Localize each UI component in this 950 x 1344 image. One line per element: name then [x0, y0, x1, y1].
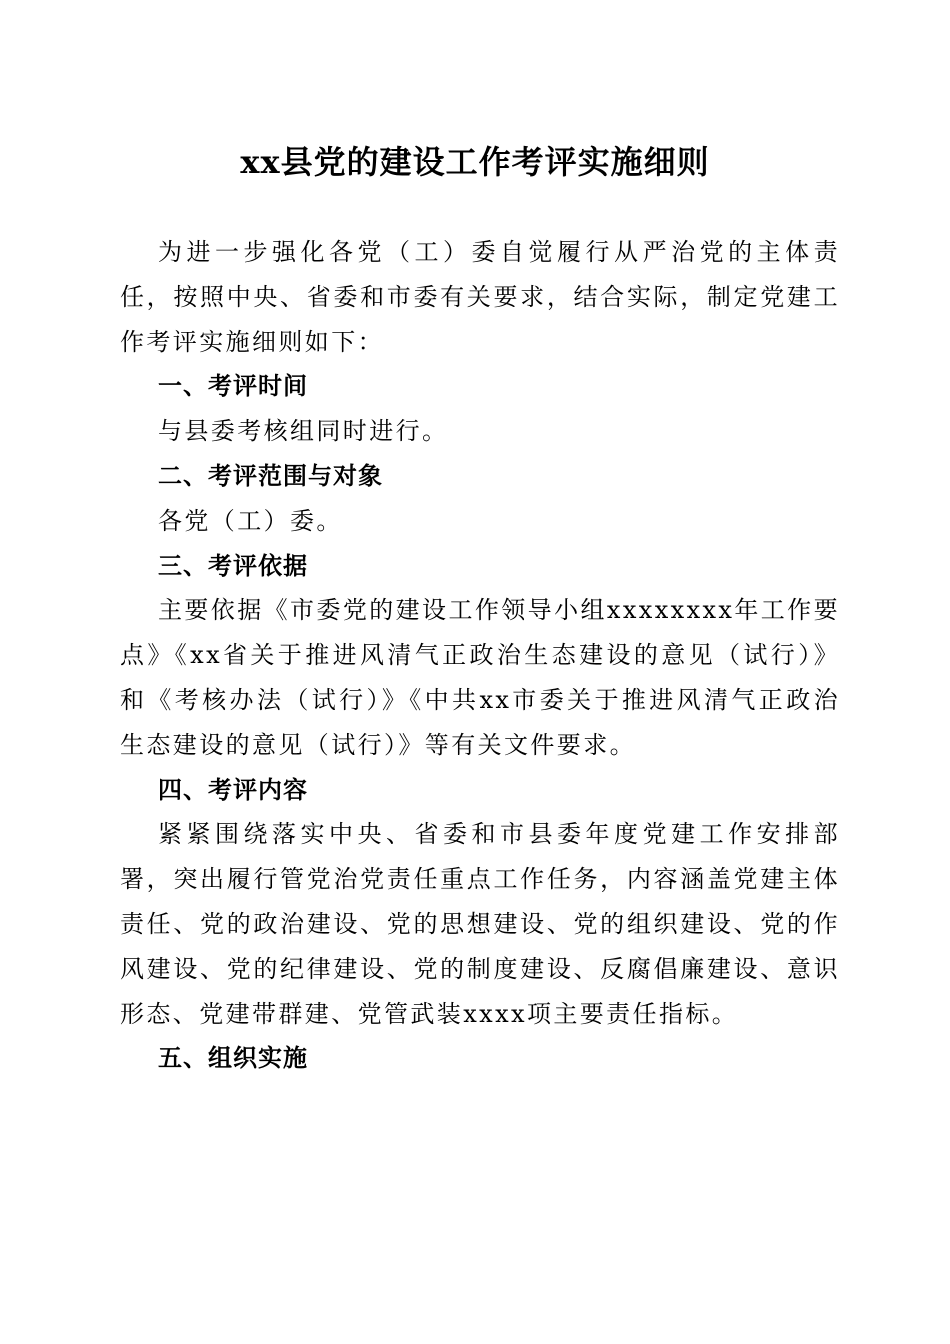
- section-text-content: 紧紧围绕落实中央、省委和市县委年度党建工作安排部署，突出履行管党治党责任重点工作任务，内容涵盖党建主体责任、党的政治建设、党的思想建设、党的组织建设、党的作风建设、党的纪律建设、党的制度建设、反腐倡廉建设、意识形态、党建带群建、党管武装xxxx项主要责任指标。: [120, 820, 840, 1028]
- section-text-time: 与县委考核组同时进行。: [158, 417, 449, 446]
- document-body: [120, 230, 840, 1081]
- document-title: xx县党的建设工作考评实施细则: [240, 143, 710, 181]
- section-heading-content: 四、考评内容: [158, 775, 308, 804]
- intro-paragraph: 为进一步强化各党（工）委自觉履行从严治党的主体责任，按照中央、省委和市委有关要求，结合实际，制定党建工作考评实施细则如下：: [120, 238, 840, 356]
- section-text-basis: 主要依据《市委党的建设工作领导小组xxxxxxxx年工作要点》《xx省关于推进风清气正政治生态建设的意见（试行）》和《考核办法（试行）》《中共xx市委关于推进风清气正政治生态建设的意见（试行）》等有关文件要求。: [120, 596, 840, 759]
- section-heading-implementation: 五、组织实施: [158, 1044, 308, 1073]
- section-heading-time: 一、考评时间: [158, 372, 308, 401]
- section-text-scope: 各党（工）委。: [158, 506, 343, 535]
- section-heading-scope: 二、考评范围与对象: [158, 461, 383, 490]
- section-heading-basis: 三、考评依据: [158, 551, 308, 580]
